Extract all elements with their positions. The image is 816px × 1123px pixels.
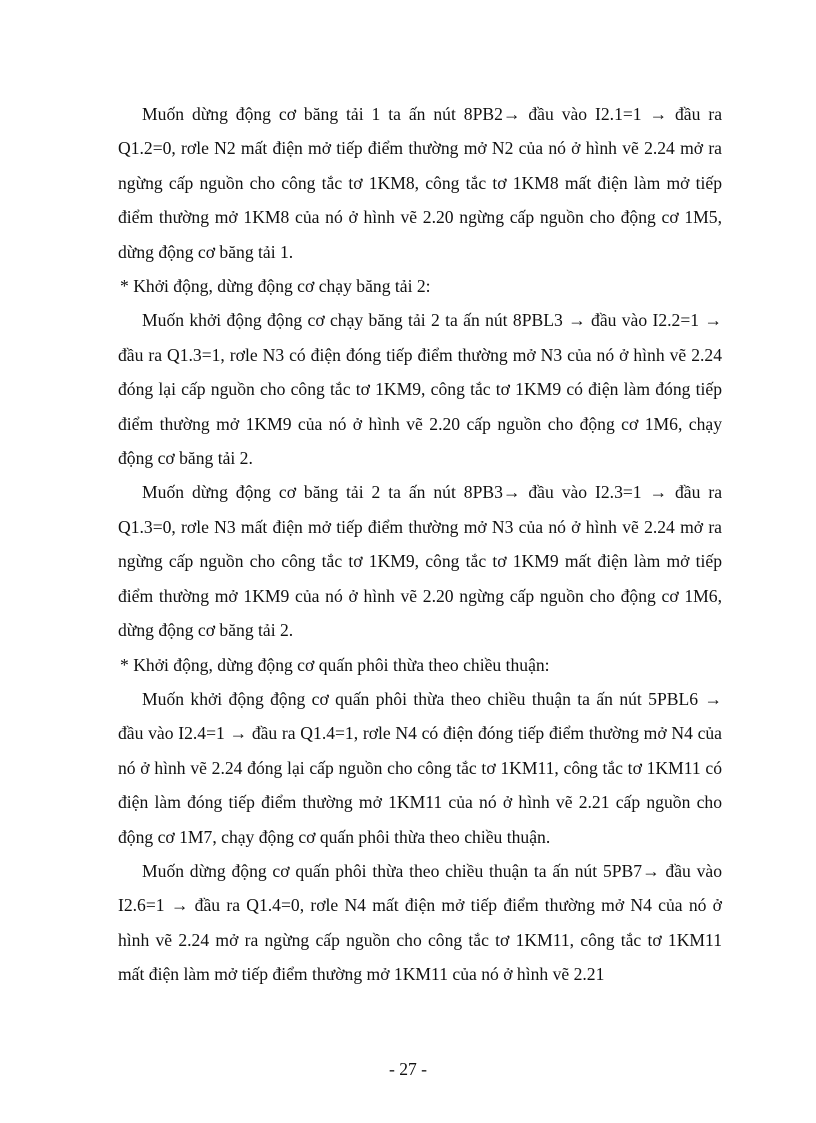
section-heading-conveyor-2: * Khởi động, dừng động cơ chạy băng tải 2:: [120, 276, 431, 297]
document-body: [118, 97, 722, 992]
paragraph-stop-conveyor-2: Muốn dừng động cơ băng tải 2 ta ấn nút 8PB3→ đầu vào I2.3=1 → đầu ra Q1.3=0, rơle N3 mất điện mở tiếp điểm thường mở N3 của nó ở hình vẽ 2.24 mở ra ngừng cấp nguồn cho công tắc tơ 1KM9, công tắc tơ 1KM9 mất điện làm mở tiếp điểm thường mở 1KM9 của nó ở hình vẽ 2.20 ngừng cấp nguồn cho động cơ 1M6, dừng động cơ băng tải 2.: [118, 482, 722, 641]
page-number: - 27 -: [388, 1059, 428, 1079]
paragraph-start-conveyor-2: Muốn khởi động động cơ chạy băng tải 2 ta ấn nút 8PBL3 → đầu vào I2.2=1 → đầu ra Q1.3=1, rơle N3 có điện đóng tiếp điểm thường mở N3 của nó ở hình vẽ 2.24 đóng lại cấp nguồn cho công tắc tơ 1KM9, công tắc tơ 1KM9 có điện làm đóng tiếp điểm thường mở 1KM9 của nó ở hình vẽ 2.20 cấp nguồn cho động cơ 1M6, chạy động cơ băng tải 2.: [118, 310, 722, 469]
paragraph-stop-winder-forward: Muốn dừng động cơ quấn phôi thừa theo chiều thuận ta ấn nút 5PB7→ đầu vào I2.6=1 → đầu ra Q1.4=0, rơle N4 mất điện mở tiếp điểm thường mở N4 của nó ở hình vẽ 2.24 mở ra ngừng cấp nguồn cho công tắc tơ 1KM11, công tắc tơ 1KM11 mất điện làm mở tiếp điểm thường mở 1KM11 của nó ở hình vẽ 2.21: [118, 860, 722, 985]
paragraph-stop-conveyor-1: Muốn dừng động cơ băng tải 1 ta ấn nút 8PB2→ đầu vào I2.1=1 → đầu ra Q1.2=0, rơle N2 mất điện mở tiếp điểm thường mở N2 của nó ở hình vẽ 2.24 mở ra ngừng cấp nguồn cho công tắc tơ 1KM8, công tắc tơ 1KM8 mất điện làm mở tiếp điểm thường mở 1KM8 của nó ở hình vẽ 2.20 ngừng cấp nguồn cho động cơ 1M5, dừng động cơ băng tải 1.: [118, 104, 722, 262]
paragraph-start-winder-forward: Muốn khởi động động cơ quấn phôi thừa theo chiều thuận ta ấn nút 5PBL6 → đầu vào I2.4=1 → đầu ra Q1.4=1, rơle N4 có điện đóng tiếp điểm thường mở N4 của nó ở hình vẽ 2.24 đóng lại cấp nguồn cho công tắc tơ 1KM11, công tắc tơ 1KM11 có điện làm đóng tiếp điểm thường mở 1KM11 của nó ở hình vẽ 2.21 cấp nguồn cho động cơ 1M7, chạy động cơ quấn phôi thừa theo chiều thuận.: [118, 688, 722, 847]
section-heading-winder-forward: * Khởi động, dừng động cơ quấn phôi thừa theo chiều thuận:: [120, 654, 550, 675]
